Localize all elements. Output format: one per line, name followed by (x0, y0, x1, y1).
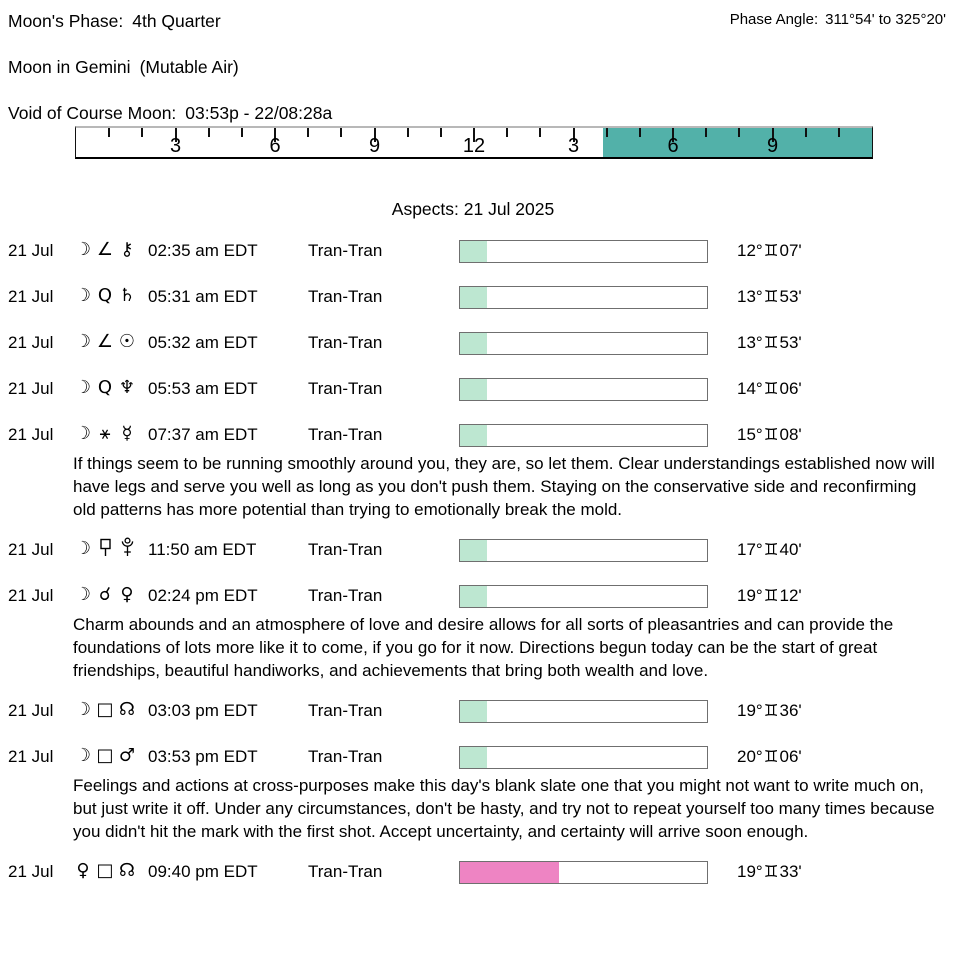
aspect-time: 02:24 pm EDT (148, 586, 258, 605)
aspect-date: 21 Jul (8, 379, 54, 398)
aspect-position (737, 586, 802, 606)
day-hour-ruler (75, 126, 873, 159)
aspect-interpretation: If things seem to be running smoothly around you, they are, so let them. Clear understandings established now will have legs and serve you well as long as you don't push them. Staying on the conservative side and reconfirming old patterns has more potential than trying to emotionally break the mold. (73, 454, 935, 519)
aspect-date: 21 Jul (8, 540, 54, 559)
moons-phase-value: 4th Quarter (132, 11, 221, 31)
position-minutes: 12' (779, 586, 802, 605)
aspects-section (0, 196, 960, 903)
mercury-icon: ☿ (121, 423, 133, 444)
position-minutes: 36' (779, 701, 802, 720)
orb-strength-bar (459, 861, 708, 884)
moon-sign-text: Moon in Gemini (8, 57, 131, 77)
aspect-row (0, 535, 960, 581)
hour-tick (440, 128, 442, 137)
aspect-position (737, 241, 802, 261)
north-node-icon: ☊ (119, 860, 135, 881)
square-icon: □ (96, 745, 114, 766)
aspect-glyphs (72, 284, 147, 308)
aspect-position (737, 333, 802, 353)
hour-tick (340, 128, 342, 137)
gemini-icon: ♊ (763, 425, 779, 444)
moon-icon: ☽ (74, 745, 92, 766)
hour-label: 12 (462, 135, 486, 157)
hour-tick (838, 128, 840, 137)
venus-icon: ♀ (76, 860, 90, 881)
sextile-icon: ⚹ (99, 423, 111, 444)
position-minutes: 53' (779, 287, 802, 306)
hour-label: 3 (567, 135, 580, 157)
aspect-glyphs (72, 330, 147, 354)
square-icon: □ (96, 699, 114, 720)
orb-strength-fill (460, 379, 487, 400)
sesquiquadrate-icon (94, 537, 116, 561)
aspect-position (737, 540, 802, 560)
phase-angle-value: 311°54' to 325°20' (825, 11, 946, 28)
pluto-icon (116, 537, 138, 561)
aspect-type: Tran-Tran (308, 701, 383, 720)
position-degrees: 13° (737, 333, 763, 352)
hour-label: 9 (368, 135, 381, 157)
aspect-time: 03:03 pm EDT (148, 701, 258, 720)
orb-strength-fill (460, 333, 487, 354)
voc-label: Void of Course Moon: (8, 103, 177, 123)
hour-tick (639, 128, 641, 137)
square-icon: □ (96, 860, 114, 881)
orb-strength-fill (460, 701, 487, 722)
hour-tick (606, 128, 608, 137)
aspect-glyphs (72, 238, 147, 262)
hour-tick (141, 128, 143, 137)
mars-icon: ♂ (118, 745, 136, 766)
gemini-icon: ♊ (763, 287, 779, 306)
orb-strength-bar (459, 585, 708, 608)
hour-label: 3 (169, 135, 182, 157)
aspect-type: Tran-Tran (308, 333, 383, 352)
semisquare-icon: ∠ (96, 331, 114, 352)
hour-tick (506, 128, 508, 137)
orb-strength-fill (460, 747, 487, 768)
aspect-row (0, 420, 960, 466)
orb-strength-fill (460, 586, 487, 607)
position-minutes: 40' (779, 540, 802, 559)
moon-icon: ☽ (74, 331, 92, 352)
hour-tick (307, 128, 309, 137)
aspect-position (737, 862, 802, 882)
position-degrees: 15° (737, 425, 763, 444)
orb-strength-bar (459, 424, 708, 447)
hour-label: 6 (269, 135, 281, 157)
gemini-icon: ♊ (763, 701, 779, 720)
aspect-type: Tran-Tran (308, 862, 383, 881)
position-degrees: 20° (737, 747, 763, 766)
gemini-icon: ♊ (763, 241, 779, 260)
orb-strength-bar (459, 700, 708, 723)
aspect-date: 21 Jul (8, 701, 54, 720)
orb-strength-bar (459, 746, 708, 769)
hour-label: 9 (766, 135, 779, 157)
position-minutes: 08' (779, 425, 802, 444)
aspect-row (0, 742, 960, 788)
orb-strength-bar (459, 286, 708, 309)
orb-strength-fill (460, 241, 487, 262)
phase-angle-line (730, 11, 946, 28)
aspect-row (0, 696, 960, 742)
orb-strength-fill (460, 862, 559, 883)
sun-icon: ☉ (118, 331, 136, 352)
aspect-type: Tran-Tran (308, 540, 383, 559)
moon-sign-quality: (Mutable Air) (139, 57, 239, 77)
aspect-time: 09:40 pm EDT (148, 862, 258, 881)
aspect-date: 21 Jul (8, 241, 54, 260)
aspect-date: 21 Jul (8, 287, 54, 306)
hour-tick (241, 128, 243, 137)
aspect-date: 21 Jul (8, 747, 54, 766)
aspect-row (0, 328, 960, 374)
aspect-type: Tran-Tran (308, 241, 383, 260)
moon-icon: ☽ (74, 538, 92, 559)
aspect-glyphs (72, 583, 147, 607)
aspect-row (0, 581, 960, 627)
conjunction-icon: ☌ (98, 584, 112, 605)
aspects-title: Aspects: 21 Jul 2025 (391, 199, 555, 219)
position-degrees: 12° (737, 241, 763, 260)
aspect-position (737, 287, 802, 307)
moon-icon: ☽ (74, 699, 92, 720)
aspect-type: Tran-Tran (308, 425, 383, 444)
position-minutes: 06' (779, 379, 802, 398)
aspect-type: Tran-Tran (308, 747, 383, 766)
gemini-icon: ♊ (763, 586, 779, 605)
position-degrees: 17° (737, 540, 763, 559)
position-minutes: 53' (779, 333, 802, 352)
void-of-course-line (8, 103, 332, 124)
aspect-position (737, 747, 802, 767)
aspect-time: 05:31 am EDT (148, 287, 258, 306)
aspect-position (737, 379, 802, 399)
semisquare-icon: ∠ (96, 239, 114, 260)
hour-tick (705, 128, 707, 137)
voc-value: 03:53p - 22/08:28a (185, 103, 333, 123)
aspect-glyphs (72, 376, 147, 400)
aspect-time: 03:53 pm EDT (148, 747, 258, 766)
moon-icon: ☽ (74, 285, 92, 306)
aspect-type: Tran-Tran (308, 287, 383, 306)
orb-strength-bar (459, 332, 708, 355)
aspect-row (0, 282, 960, 328)
moon-icon: ☽ (74, 239, 92, 260)
moon-icon: ☽ (74, 423, 92, 444)
quintile-icon: Q (97, 285, 113, 306)
aspect-date: 21 Jul (8, 862, 54, 881)
north-node-icon: ☊ (119, 699, 135, 720)
venus-icon: ♀ (120, 584, 134, 605)
aspect-row (0, 857, 960, 903)
hour-tick (539, 128, 541, 137)
quintile-icon: Q (97, 377, 113, 398)
aspect-date: 21 Jul (8, 586, 54, 605)
hour-tick (407, 128, 409, 137)
aspect-time: 07:37 am EDT (148, 425, 258, 444)
aspect-time: 11:50 am EDT (148, 540, 257, 559)
gemini-icon: ♊ (763, 540, 779, 559)
orb-strength-fill (460, 540, 487, 561)
aspect-row (0, 236, 960, 282)
aspect-type: Tran-Tran (308, 379, 383, 398)
aspect-time: 05:32 am EDT (148, 333, 258, 352)
aspect-rows (0, 236, 960, 903)
chiron-icon: ⚷ (120, 239, 134, 260)
aspect-glyphs (72, 744, 147, 768)
aspect-row (0, 374, 960, 420)
position-minutes: 07' (779, 241, 802, 260)
gemini-icon: ♊ (763, 862, 779, 881)
orb-strength-fill (460, 287, 487, 308)
aspect-position (737, 701, 802, 721)
saturn-icon: ♄ (118, 285, 136, 306)
gemini-icon: ♊ (763, 747, 779, 766)
aspect-time: 05:53 am EDT (148, 379, 258, 398)
moons-phase-label: Moon's Phase: (8, 11, 124, 31)
position-degrees: 13° (737, 287, 763, 306)
aspect-position (737, 425, 802, 445)
aspect-interpretation: Charm abounds and an atmosphere of love and desire allows for all sorts of pleasantries and can provide the foundations of lots more like it to come, if you go for it now. Directions begun today can be the start of great friendships, beautiful handiworks, and achievements that bring both wealth and love. (73, 615, 894, 680)
orb-strength-fill (460, 425, 487, 446)
hour-tick (108, 128, 110, 137)
hour-tick (208, 128, 210, 137)
position-degrees: 14° (737, 379, 763, 398)
gemini-icon: ♊ (763, 379, 779, 398)
moons-phase-line (8, 11, 221, 32)
position-minutes: 33' (779, 862, 802, 881)
aspect-type: Tran-Tran (308, 586, 383, 605)
orb-strength-bar (459, 378, 708, 401)
aspect-time: 02:35 am EDT (148, 241, 258, 260)
hour-tick (738, 128, 740, 137)
aspect-date: 21 Jul (8, 333, 54, 352)
aspect-glyphs (72, 698, 147, 722)
gemini-icon: ♊ (763, 333, 779, 352)
position-minutes: 06' (779, 747, 802, 766)
aspect-interpretation: Feelings and actions at cross-purposes make this day's blank slate one that you might not want to write much on, but just write it off. Under any circumstances, don't be hasty, and try not to repeat yourself too many times because you didn't hit the mark with the first shot. Accept uncertainty, and certainty will arrive soon enough. (73, 776, 935, 841)
position-degrees: 19° (737, 586, 763, 605)
moon-icon: ☽ (74, 377, 92, 398)
orb-strength-bar (459, 539, 708, 562)
hour-label: 6 (667, 135, 679, 157)
orb-strength-bar (459, 240, 708, 263)
hour-tick (805, 128, 807, 137)
aspect-glyphs (72, 537, 147, 561)
position-degrees: 19° (737, 862, 763, 881)
aspect-date: 21 Jul (8, 425, 54, 444)
moon-sign-line (8, 57, 239, 78)
position-degrees: 19° (737, 701, 763, 720)
phase-angle-label: Phase Angle: (729, 11, 819, 28)
aspect-glyphs (72, 422, 147, 446)
aspect-glyphs (72, 859, 147, 883)
moon-icon: ☽ (74, 584, 92, 605)
neptune-icon: ♆ (118, 377, 136, 398)
